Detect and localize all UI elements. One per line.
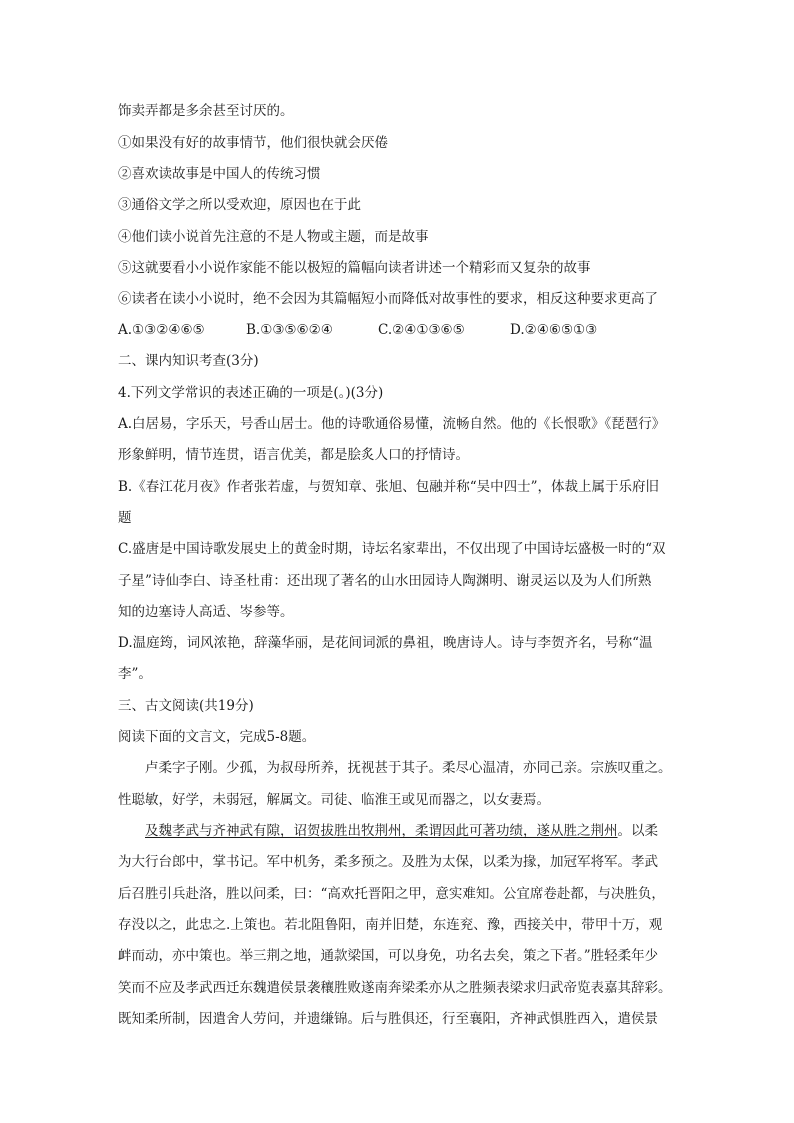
text-line: 饰卖弄都是多余甚至讨厌的。	[118, 103, 294, 119]
passage-line	[145, 821, 658, 841]
answer-options	[118, 320, 597, 340]
question-4: 4.下列文学常识的表述正确的一项是(。)(3分)	[118, 385, 384, 401]
choice-a-cont: 形象鲜明，情节连贯，语言优美，都是脍炙人口的抒情诗。	[118, 447, 469, 463]
underlined-sentence: 及魏孝武与齐神武有隙，诏贺拔胜出牧荆州，柔谓因此可著功绩，遂从胜之荆州	[145, 823, 618, 839]
sentence-5: ⑤这就要看小小说作家能不能以极短的篇幅向读者讲述一个精彩而又复杂的故事	[118, 260, 591, 276]
choice-b-line: B.《春江花月夜》作者张若虚，与贺知章、张旭、包融并称“吴中四士”，体裁上属于乐府旧	[118, 479, 660, 495]
passage-text: 。以柔	[617, 823, 658, 839]
sentence-2: ②喜欢读故事是中国人的传统习惯	[118, 166, 321, 182]
passage-line: 为大行台郎中，掌书记。军中机务，柔多预之。及胜为太保，以柔为掾，加冠军将军。孝武	[118, 854, 658, 870]
passage-line: 卢柔字子刚。少孤，为叔母所养，抚视甚于其子。柔尽心温凊，亦同己亲。宗族叹重之。	[145, 760, 672, 776]
choice-d-cont: 李”。	[118, 666, 152, 682]
choice-b-cont: 题	[118, 510, 132, 526]
sentence-6: ⑥读者在读小小说时，绝不会因为其篇幅短小而降低对故事性的要求，相反这种要求更高了	[118, 291, 658, 307]
section-heading: 三、古文阅读(共19分)	[118, 698, 254, 714]
choice-a-line: A.白居易，字乐天，号香山居士。他的诗歌通俗易懂，流畅自然。他的《长恨歌》《琵琶行》	[118, 416, 666, 432]
sentence-3: ③通俗文学之所以受欢迎，原因也在于此	[118, 197, 361, 213]
passage-line: 存没以之，此忠之.上策也。若北阻鲁阳，南并旧楚，东连兖、豫，西接关中，带甲十万，观	[118, 917, 663, 933]
passage-line: 性聪敏，好学，未弱冠，解属文。司徒、临淮王或见而器之，以女妻焉。	[118, 792, 550, 808]
sentence-4: ④他们读小说首先注意的不是人物或主题，而是故事	[118, 229, 429, 245]
option-c: C.②④①③⑥⑤	[378, 322, 465, 338]
passage-line: 衅而动，亦中策也。举三荆之地，通款梁国，可以身免，功名去矣，策之下者。”胜轻柔年少	[118, 948, 659, 964]
passage-line: 笑而不应及孝武西迁东魏遣侯景袭穰胜败遂南奔梁柔亦从之胜频表梁求归武帝览表嘉其辞彩。	[118, 980, 672, 996]
choice-c-line: C.盛唐是中国诗歌发展史上的黄金时期，诗坛名家辈出，不仅出现了中国诗坛盛极一时的“双	[118, 541, 666, 557]
choice-c-cont: 知的边塞诗人高适、岑参等。	[118, 604, 294, 620]
option-a: A.①③②④⑥⑤	[118, 322, 205, 338]
passage-line: 既知柔所制，因遣舍人劳问，并遗缣锦。后与胜俱还，行至襄阳，齐神武惧胜西入，遣侯景	[118, 1011, 658, 1027]
choice-c-cont: 子星”诗仙李白、诗圣杜甫：还出现了著名的山水田园诗人陶渊明、谢灵运以及为人们所熟	[118, 573, 652, 589]
sentence-1: ①如果没有好的故事情节，他们很快就会厌倦	[118, 135, 388, 151]
choice-d-line: D.温庭筠，词风浓艳，辞藻华丽，是花间词派的鼻祖，晚唐诗人。诗与李贺齐名，号称“温	[118, 635, 653, 651]
option-b: B.①③⑤⑥②④	[246, 322, 333, 338]
reading-instruction: 阅读下面的文言文，完成5-8题。	[118, 729, 316, 745]
option-d: D.②④⑥⑤①③	[510, 322, 598, 338]
passage-line: 后召胜引兵赴洛，胜以问柔，曰：“高欢托晋阳之甲，意实难知。公宜席卷赴都，与决胜负，	[118, 886, 665, 902]
section-heading: 二、课内知识考查(3分)	[118, 353, 259, 369]
